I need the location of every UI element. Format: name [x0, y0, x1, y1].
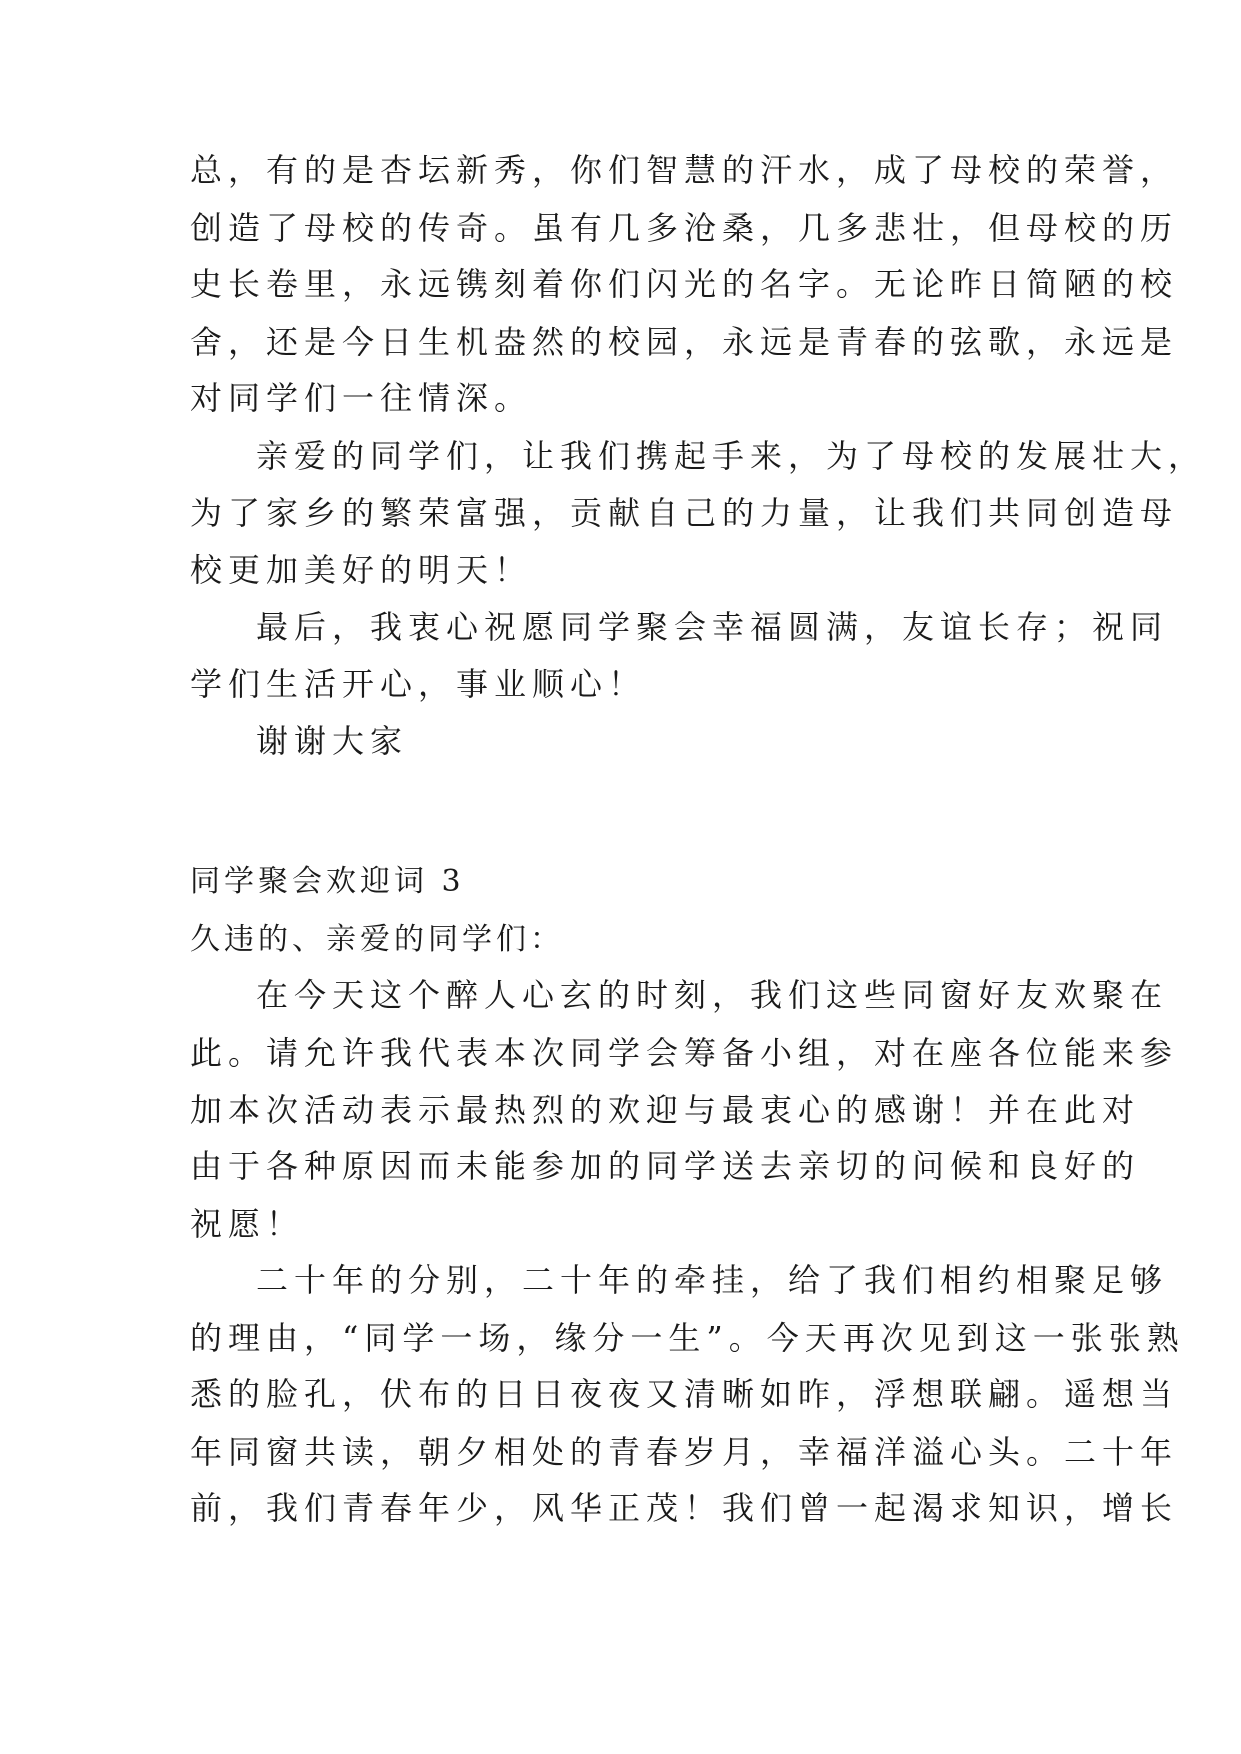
paragraph-line: 创造了母校的传奇。虽有几多沧桑，几多悲壮，但母校的历 [190, 209, 1179, 247]
paragraph-line: 学们生活开心，事业顺心！ [190, 665, 647, 703]
paragraph-line: 年同窗共读，朝夕相处的青春岁月，幸福洋溢心头。二十年 [190, 1433, 1179, 1471]
paragraph-line: 前，我们青春年少，风华正茂！我们曾一起渴求知识，增长 [190, 1489, 1179, 1527]
paragraph-line: 此。请允许我代表本次同学会筹备小组，对在座各位能来参 [190, 1034, 1179, 1072]
salutation: 久违的、亲爱的同学们： [190, 922, 564, 957]
paragraph-line: 总，有的是杏坛新秀，你们智慧的汗水，成了母校的荣誉， [190, 151, 1179, 189]
paragraph-line: 对同学们一往情深。 [190, 379, 533, 417]
paragraph-line: 的理由，“同学一场，缘分一生”。今天再次见到这一张张熟 [190, 1319, 1185, 1357]
paragraph-line: 舍，还是今日生机盎然的校园，永远是青春的弦歌，永远是 [190, 323, 1179, 361]
section-title: 同学聚会欢迎词 3 [190, 864, 465, 899]
paragraph-line: 祝愿！ [190, 1205, 305, 1243]
closing-line: 谢谢大家 [256, 722, 409, 760]
paragraph-line: 史长卷里，永远镌刻着你们闪光的名字。无论昨日简陋的校 [190, 265, 1179, 303]
paragraph-line: 悉的脸孔，伏布的日日夜夜又清晰如昨，浮想联翩。遥想当 [190, 1375, 1179, 1413]
paragraph-line: 亲爱的同学们，让我们携起手来，为了母校的发展壮大， [256, 437, 1207, 475]
paragraph-line: 校更加美好的明天！ [190, 551, 533, 589]
paragraph-line: 为了家乡的繁荣富强，贡献自己的力量，让我们共同创造母 [190, 494, 1179, 532]
paragraph-line: 在今天这个醉人心玄的时刻，我们这些同窗好友欢聚在 [256, 976, 1169, 1014]
paragraph-line: 最后，我衷心祝愿同学聚会幸福圆满，友谊长存；祝同 [256, 608, 1169, 646]
paragraph-line: 加本次活动表示最热烈的欢迎与最衷心的感谢！并在此对 [190, 1091, 1141, 1129]
paragraph-line: 由于各种原因而未能参加的同学送去亲切的问候和良好的 [190, 1147, 1141, 1185]
paragraph-line: 二十年的分别，二十年的牵挂，给了我们相约相聚足够 [256, 1261, 1169, 1299]
